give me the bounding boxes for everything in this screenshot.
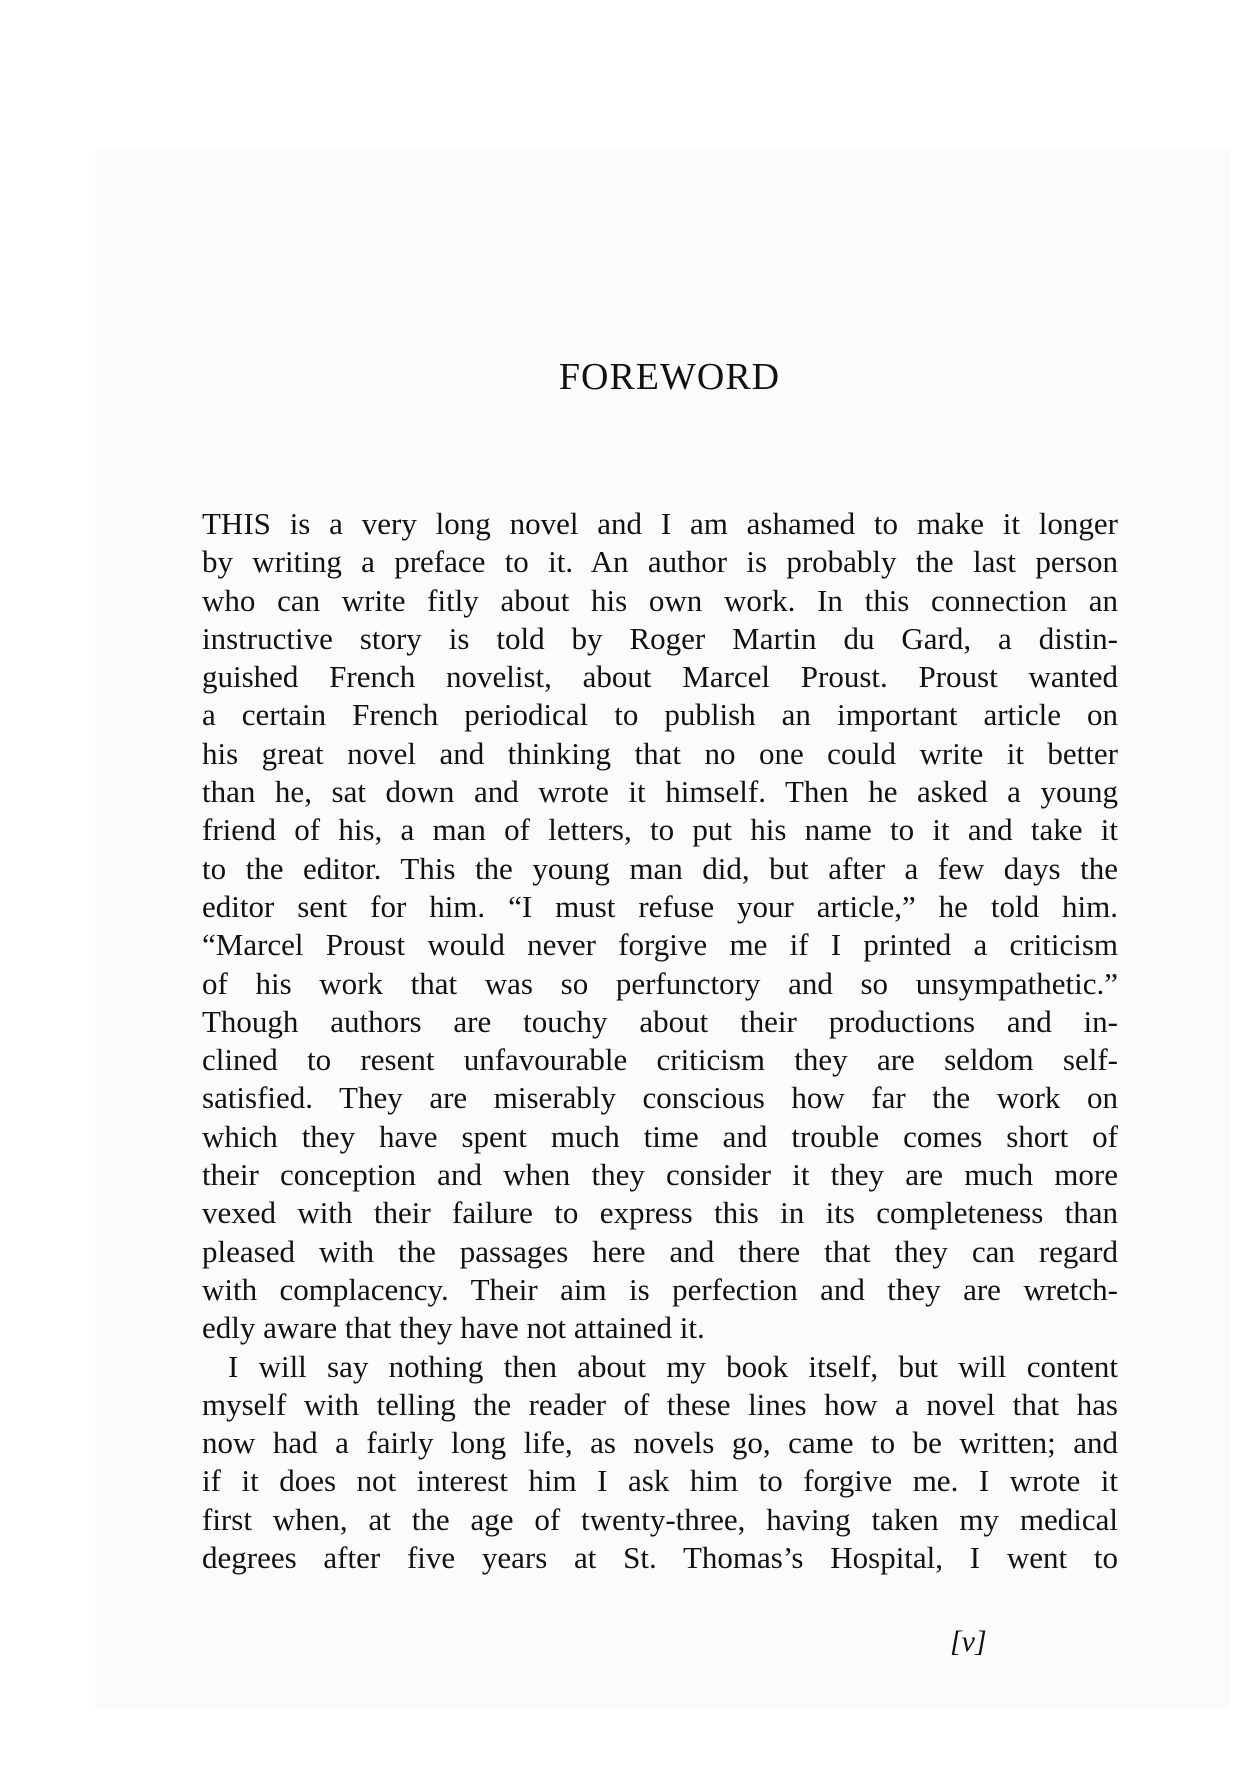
text-line: degrees after five years at St. Thomas’s Hospital, I went to	[202, 1540, 1118, 1576]
text-line: who can write fitly about his own work. In this connection an	[202, 582, 1118, 618]
text-line: by writing a preface to it. An author is probably the last person	[202, 544, 1118, 580]
text-line: friend of his, a man of letters, to put his name to it and take it	[202, 812, 1118, 848]
text-line: instructive story is told by Roger Martin du Gard, a distin-	[202, 620, 1118, 656]
text-line: satisfied. They are miserably conscious how far the work on	[202, 1080, 1118, 1116]
text-line: myself with telling the reader of these lines how a novel that has	[202, 1386, 1118, 1422]
text-line: THIS is a very long novel and I am ashamed to make it longer	[202, 506, 1118, 541]
page-number: [v]	[950, 1625, 987, 1658]
text-line: clined to resent unfavourable criticism they are seldom self-	[202, 1042, 1118, 1078]
text-line: his great novel and thinking that no one could write it better	[202, 735, 1118, 771]
text-line: a certain French periodical to publish an important article on	[202, 697, 1118, 733]
text-line: their conception and when they consider it they are much more	[202, 1157, 1118, 1193]
text-line: which they have spent much time and trouble comes short of	[202, 1118, 1118, 1154]
foreword-body	[202, 505, 1118, 1577]
paragraph-start-line: I will say nothing then about my book itself, but will content	[228, 1348, 1118, 1384]
text-line: pleased with the passages here and there that they can regard	[202, 1233, 1118, 1269]
text-line: of his work that was so perfunctory and so unsympathetic.”	[202, 965, 1118, 1001]
text-line: first when, at the age of twenty-three, having taken my medical	[202, 1501, 1118, 1537]
text-line: “Marcel Proust would never forgive me if I printed a criticism	[202, 927, 1118, 963]
text-line: to the editor. This the young man did, but after a few days the	[202, 850, 1118, 886]
text-line: guished French novelist, about Marcel Proust. Proust wanted	[202, 659, 1118, 695]
chapter-heading: FOREWORD	[558, 356, 781, 398]
text-line: Though authors are touchy about their productions and in-	[202, 1003, 1118, 1039]
text-line: with complacency. Their aim is perfection and they are wretch-	[202, 1271, 1118, 1307]
text-line: if it does not interest him I ask him to forgive me. I wrote it	[202, 1463, 1118, 1499]
text-line: editor sent for him. “I must refuse your article,” he told him.	[202, 888, 1118, 924]
text-line: than he, sat down and wrote it himself. Then he asked a young	[202, 774, 1118, 810]
paragraph-end-line: edly aware that they have not attained it.	[202, 1310, 705, 1346]
text-line: vexed with their failure to express this in its completeness than	[202, 1195, 1118, 1231]
text-line: now had a fairly long life, as novels go, came to be written; and	[202, 1425, 1118, 1461]
